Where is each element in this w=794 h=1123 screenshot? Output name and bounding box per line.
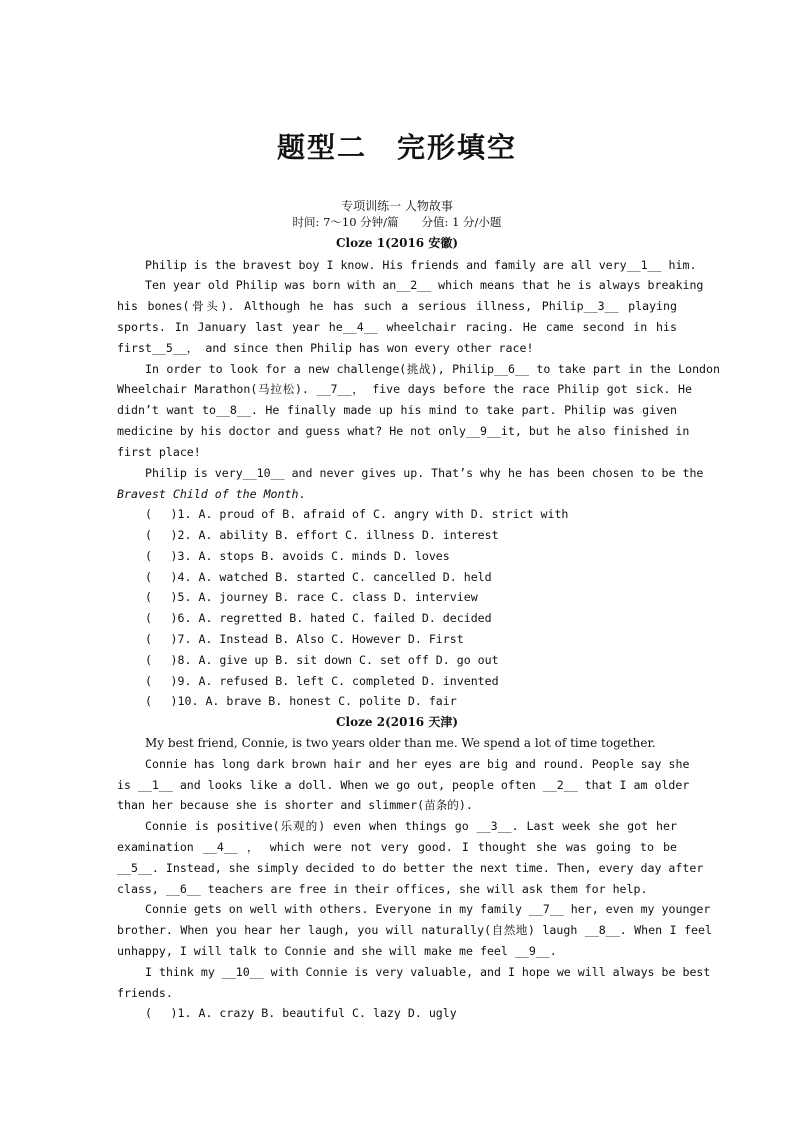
award-title: Bravest Child of the Month [117, 487, 299, 501]
question-option: ( )2. A. ability B. effort C. illness D. interest [145, 528, 499, 542]
question-option: ( )4. A. watched B. started C. cancelled D. held [145, 570, 492, 584]
cloze1-line: sports. In January last year he__4__ wheelchair racing. He came second in his [117, 320, 677, 334]
page-title: 题型二 完形填空 [276, 131, 517, 164]
cloze2-line: than her because she is shorter and slimmer(苗条的). [117, 798, 473, 812]
cloze2-line: Connie is positive(乐观的) even when things go __3__. Last week she got her [145, 819, 677, 833]
cloze1-line: In order to look for a new challenge(挑战), Philip__6__ to take part in the London [145, 362, 720, 376]
cloze2-line: Connie has long dark brown hair and her eyes are big and round. People say she [145, 757, 690, 771]
question-option: ( )3. A. stops B. avoids C. minds D. loves [145, 549, 450, 563]
time-score-info: 时间: 7～10 分钟/篇 分值: 1 分/小题 [292, 215, 502, 229]
cloze1-line: first place! [117, 445, 201, 459]
question-option: ( )6. A. regretted B. hated C. failed D. decided [145, 611, 492, 625]
cloze2-heading: Cloze 2(2016 天津) [335, 715, 459, 729]
cloze1-line: Philip is very__10__ and never gives up. That’s why he has been chosen to be the [145, 466, 704, 480]
question-option: ( )7. A. Instead B. Also C. However D. First [145, 632, 464, 646]
question-option: ( )5. A. journey B. race C. class D. interview [145, 590, 478, 604]
cloze1-line: didn’t want to__8__. He finally made up his mind to take part. Philip was given [117, 403, 677, 417]
cloze1-line: Wheelchair Marathon(马拉松). __7__， five days before the race Philip got sick. He [117, 382, 692, 396]
cloze2-line: is __1__ and looks like a doll. When we go out, people often __2__ that I am older [117, 778, 690, 792]
cloze1-line: his bones(骨头). Although he has such a serious illness, Philip__3__ playing [117, 299, 677, 313]
cloze2-line: My best friend, Connie, is two years older than me. We spend a lot of time together. [145, 736, 656, 750]
sentence-end: . [298, 487, 306, 501]
question-option: ( )9. A. refused B. left C. completed D. invented [145, 674, 499, 688]
cloze1-line: Philip is the bravest boy I know. His friends and family are all very__1__ him. [145, 258, 697, 272]
question-option: ( )8. A. give up B. sit down C. set off D. go out [145, 653, 499, 667]
cloze1-heading: Cloze 1(2016 安徽) [335, 236, 459, 250]
question-option: ( )1. A. crazy B. beautiful C. lazy D. ugly [145, 1006, 457, 1020]
cloze1-line: medicine by his doctor and guess what? He not only__9__it, but he also finished in [117, 424, 690, 438]
cloze2-line: Connie gets on well with others. Everyone in my family __7__ her, even my younger [145, 902, 711, 916]
cloze2-line: unhappy, I will talk to Connie and she will make me feel __9__. [117, 944, 557, 958]
cloze2-line: __5__. Instead, she simply decided to do better the next time. Then, every day after [117, 861, 704, 875]
cloze2-line: class, __6__ teachers are free in their offices, she will ask them for help. [117, 882, 648, 896]
cloze2-line: friends. [117, 986, 173, 1000]
cloze1-line: Ten year old Philip was born with an__2__ which means that he is always breaking [145, 278, 704, 292]
cloze2-line: brother. When you hear her laugh, you will naturally(自然地) laugh __8__. When I feel [117, 923, 712, 937]
section-subtitle: 专项训练一 人物故事 [341, 199, 453, 213]
cloze2-line: examination __4__ ， which were not very good. I thought she was going to be [117, 840, 677, 854]
cloze1-line: first__5__， and since then Philip has won every other race! [117, 341, 534, 355]
cloze2-line: I think my __10__ with Connie is very valuable, and I hope we will always be best [145, 965, 711, 979]
cloze1-line [117, 486, 677, 502]
question-option: ( )10. A. brave B. honest C. polite D. fair [145, 694, 457, 708]
question-option: ( )1. A. proud of B. afraid of C. angry with D. strict with [145, 507, 569, 521]
